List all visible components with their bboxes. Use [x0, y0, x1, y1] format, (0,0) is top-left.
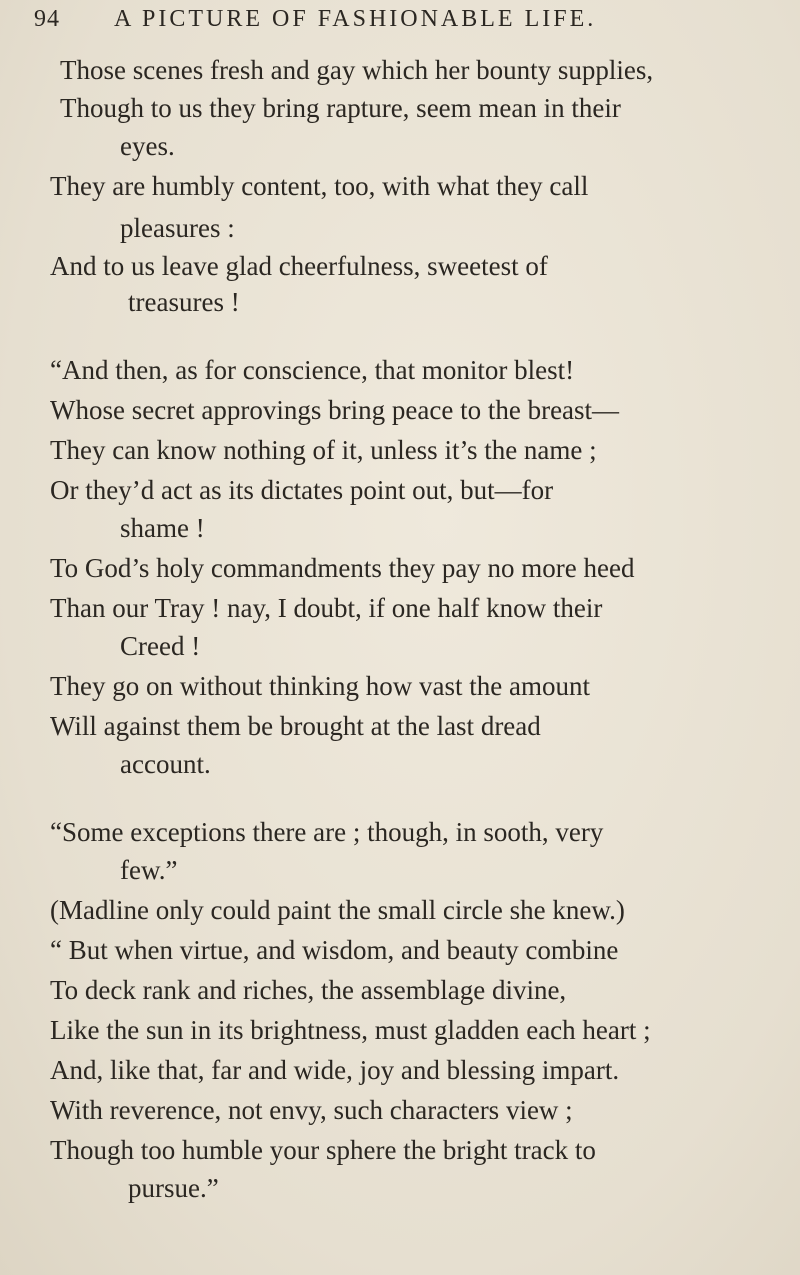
poem-line: Or they’d act as its dictates point out, but—for: [50, 475, 554, 505]
poem-line: They go on without thinking how vast the amount: [50, 671, 590, 701]
poem-line: shame !: [120, 513, 205, 543]
poem-line: “ But when virtue, and wisdom, and beauty combine: [50, 935, 619, 965]
poem-line: few.”: [120, 855, 178, 885]
poem-line: Though too humble your sphere the bright track to: [50, 1135, 596, 1165]
poem-line: Creed !: [120, 631, 201, 661]
poem-line: They are humbly content, too, with what they call: [50, 171, 589, 201]
poem-line: Than our Tray ! nay, I doubt, if one half know their: [50, 593, 603, 623]
running-title: A PICTURE OF FASHIONABLE LIFE.: [114, 6, 597, 32]
poem-line: To deck rank and riches, the assemblage divine,: [50, 975, 567, 1005]
poem-line: (Madline only could paint the small circle she knew.): [50, 895, 625, 925]
poem-line: eyes.: [120, 131, 175, 161]
poem-line: With reverence, not envy, such characters view ;: [50, 1095, 573, 1125]
poem-line: “And then, as for conscience, that monitor blest!: [50, 355, 575, 385]
page-number: 94: [34, 6, 60, 32]
poem-line: Those scenes fresh and gay which her bounty supplies,: [60, 55, 654, 85]
poem-line: Though to us they bring rapture, seem mean in their: [60, 93, 621, 123]
poem-line: Whose secret approvings bring peace to the breast—: [50, 395, 620, 425]
poem-line: account.: [120, 749, 211, 779]
poem-line: To God’s holy commandments they pay no more heed: [50, 553, 635, 583]
poem-line: And to us leave glad cheerfulness, sweetest of: [50, 251, 548, 281]
page-header: [34, 6, 774, 46]
poem-line: Like the sun in its brightness, must gladden each heart ;: [50, 1015, 651, 1045]
poem-line: They can know nothing of it, unless it’s the name ;: [50, 435, 597, 465]
poem-line: Will against them be brought at the last dread: [50, 711, 541, 741]
poem-line: pleasures :: [120, 213, 235, 243]
poem-line: And, like that, far and wide, joy and blessing impart.: [50, 1055, 620, 1085]
poem-line: treasures !: [128, 287, 240, 317]
poem-line: “Some exceptions there are ; though, in sooth, very: [50, 817, 604, 847]
poem-line: pursue.”: [128, 1173, 219, 1203]
